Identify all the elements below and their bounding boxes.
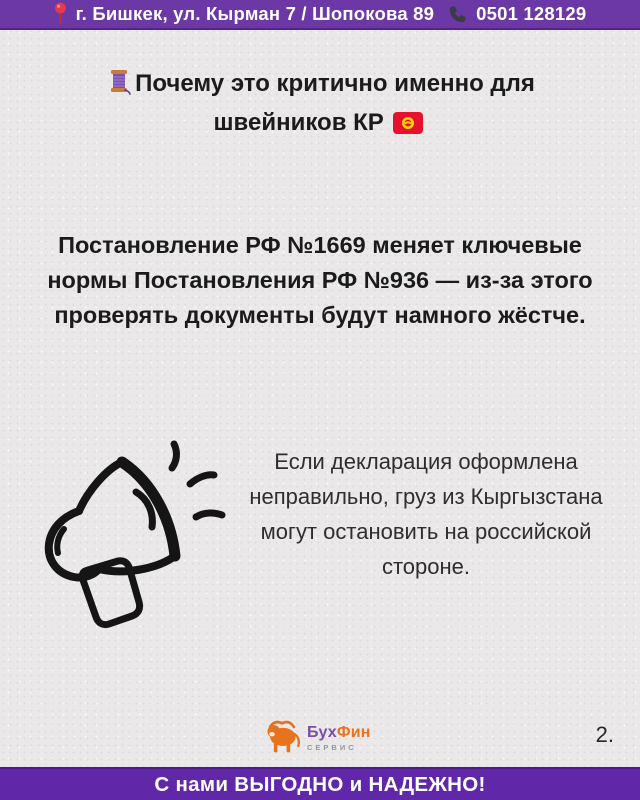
heading-text: Почему это критично именно для швейников КР — [135, 70, 535, 136]
logo — [262, 714, 392, 762]
logo-wordmark — [307, 725, 371, 752]
lead-paragraph: Постановление РФ №1669 меняет ключевые нормы Постановления РФ №936 — из-за этого проверять документы будут намного жёстче. — [47, 232, 593, 328]
orange-bull-icon — [262, 717, 302, 760]
logo-name-primary: Бух — [307, 723, 337, 741]
address-text: г. Бишкек, ул. Кырман 7 / Шопокова 89 — [75, 3, 435, 24]
tagline: С нами ВЫГОДНО и НАДЕЖНО! — [154, 772, 486, 796]
callout-text: Если декларация оформлена неправильно, груз из Кыргызстана могут остановить на российской стороне. — [249, 449, 603, 579]
telephone-handset-icon — [447, 4, 467, 24]
logo-subtitle: СЕРВИС — [307, 742, 357, 752]
round-pushpin-icon — [54, 2, 67, 26]
thread-spool-icon — [108, 69, 132, 105]
top-bar — [0, 0, 640, 30]
phone-number: 0501 128129 — [476, 3, 587, 24]
megaphone-illustration — [28, 428, 250, 656]
page-number: 2. — [595, 722, 614, 747]
kyrgyzstan-flag-icon — [393, 109, 423, 144]
logo-name-secondary: Фин — [336, 723, 371, 741]
bottom-bar — [0, 767, 640, 800]
heading — [60, 66, 580, 144]
